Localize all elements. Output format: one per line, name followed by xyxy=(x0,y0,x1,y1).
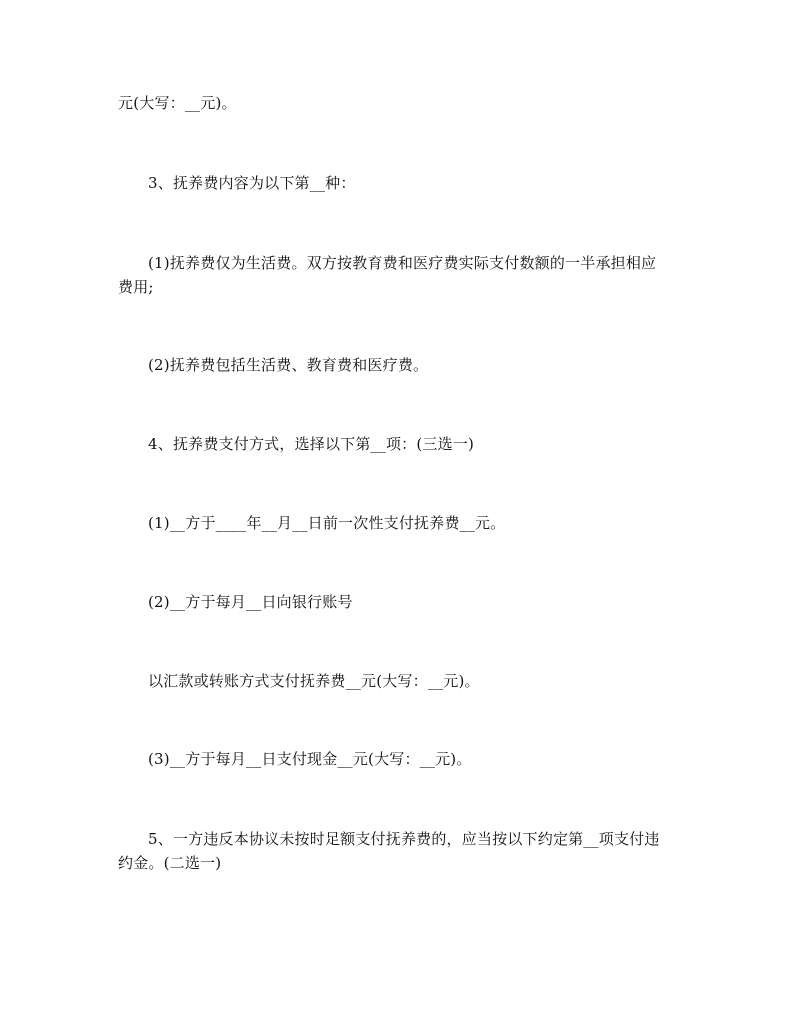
clause-3-option-2: (2)抚养费包括生活费、教育费和医疗费。 xyxy=(148,356,429,374)
clause-5-heading: 5、一方违反本协议未按时足额支付抚养费的，应当按以下约定第__项支付违 xyxy=(148,830,660,848)
clause-4-option-2: (2)__方于每月__日向银行账号 xyxy=(148,593,353,611)
clause-3-heading: 3、抚养费内容为以下第__种： xyxy=(148,174,356,192)
clause-4-option-1: (1)__方于____年__月__日前一次性支付抚养费__元。 xyxy=(148,514,506,532)
clause-4-heading: 4、抚养费支付方式，选择以下第__项：(三选一) xyxy=(148,435,475,453)
clause-3-option-1: (1)抚养费仅为生活费。双方按教育费和医疗费实际支付数额的一半承担相应 xyxy=(148,254,657,272)
text-line-continuation: 元(大写：__元)。 xyxy=(118,94,237,112)
clause-4-option-3: (3)__方于每月__日支付现金__元(大写：__元)。 xyxy=(148,750,472,768)
clause-4-option-2-continuation: 以汇款或转账方式支付抚养费__元(大写：__元)。 xyxy=(148,672,480,690)
clause-3-option-1-continuation: 费用; xyxy=(118,278,154,296)
clause-5-continuation: 约金。(二选一) xyxy=(118,854,222,872)
